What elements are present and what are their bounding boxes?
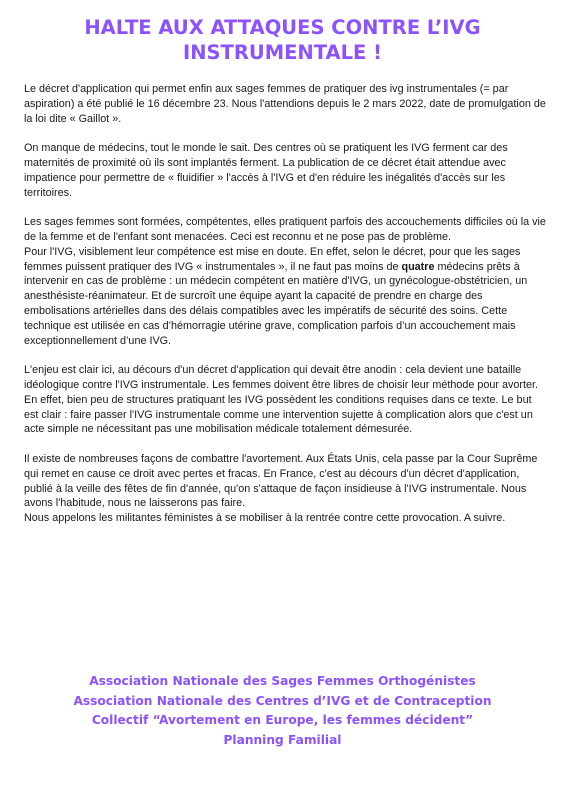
document-body: [24, 82, 546, 526]
paragraph-doctor-shortage: On manque de médecins, tout le monde le sait. Des centres où se pratiquent les IVG ferment car des maternités de proximité où ils sont implantés ferment. La publication de ce décret était attendue avec impatience pour permettre de « fluidifier » l'accès à l'IVG et d'en réduire les inégalités d'accès sur les territoires.: [24, 142, 508, 199]
signatory-collectif-avortement-europe: Collectif “Avortement en Europe, les femmes décident”: [91, 713, 474, 727]
emphasis-quatre: quatre: [401, 260, 435, 273]
paragraph-midwife-competence: Les sages femmes sont formées, compétentes, elles pratiquent parfois des accouchements difficiles où la vie de la femme et de l'enfant sont menacées. Ceci est reconnu et ne pose pas de problème.: [24, 216, 546, 243]
document-title: [0, 15, 565, 65]
signatories: [0, 672, 565, 750]
paragraph-call-to-action: Nous appelons les militantes féministes à se mobiliser à la rentrée contre cette provocation. A suivre.: [24, 512, 506, 525]
signatory-planning-familial: Planning Familial: [223, 732, 342, 747]
paragraph-four-doctors: [24, 245, 546, 349]
paragraph-ideological-battle: L'enjeu est clair ici, au décours d'un décret d'application qui devait être anodin : cela devient une bataille idéologique contre l'IVG instrumentale. Les femmes doivent être libres de choisir leur méthode pour avorter. En effet, bien peu de structures pratiquant les IVG possèdent les conditions requises dans ce texte. Le but est clair : faire passer l'IVG instrumentale comme une intervention sujette à complication alors que c'est un acte simple ne nécessitant pas une mobilisation médicale totalement démesurée.: [24, 364, 538, 436]
signatory-ancic: Association Nationale des Centres d’IVG et de Contraception: [73, 693, 492, 708]
paragraph-fighting-abortion: Il existe de nombreuses façons de combattre l'avortement. Aux États Unis, cela passe par la Cour Suprême qui remet en cause ce droit avec pertes et fracas. En France, c'est au décours d'un décret d'application, publié à la veille des fêtes de fin d'année, qu'on s'attaque de façon insidieuse à l'IVG instrumentale. Nous avons l'habitude, nous ne laisserons pas faire.: [24, 452, 538, 510]
title-line-2: INSTRUMENTALE !: [182, 41, 383, 64]
title-line-1: HALTE AUX ATTAQUES CONTRE L’IVG: [84, 16, 481, 39]
paragraph-decree-publication: Le décret d'application qui permet enfin aux sages femmes de pratiquer des ivg instrumentales (= par aspiration) a été publié le 16 décembre 23. Nous l'attendions depuis le 2 mars 2022, date de promulgation de la loi dite « Gaillot ».: [24, 83, 546, 125]
paragraph-four-doctors-before: Pour l'IVG, visiblement leur compétence est mise en doute. En effet, selon le décret, pour que les sages femmes puissent pratiquer des IVG « instrumentales », il ne faut pas moins de: [24, 245, 521, 273]
paragraph-four-doctors-after: médecins prêts à intervenir en cas de problème : un médecin compétent en matière d'IVG, un gynécologue-obstétricien, un anesthésiste-réanimateur. Et de surcroît une équipe ayant la capacité de prendre en charge des embolisations artérielles dans des délais compatibles avec les impératifs de sécurité des soins. Cette technique est utilisée en cas d’hémorragie utérine grave, complication parfois d’un accouchement mais exceptionnellement d’une IVG.: [24, 260, 528, 347]
signatory-ansfo: Association Nationale des Sages Femmes Orthogénistes: [89, 674, 476, 688]
